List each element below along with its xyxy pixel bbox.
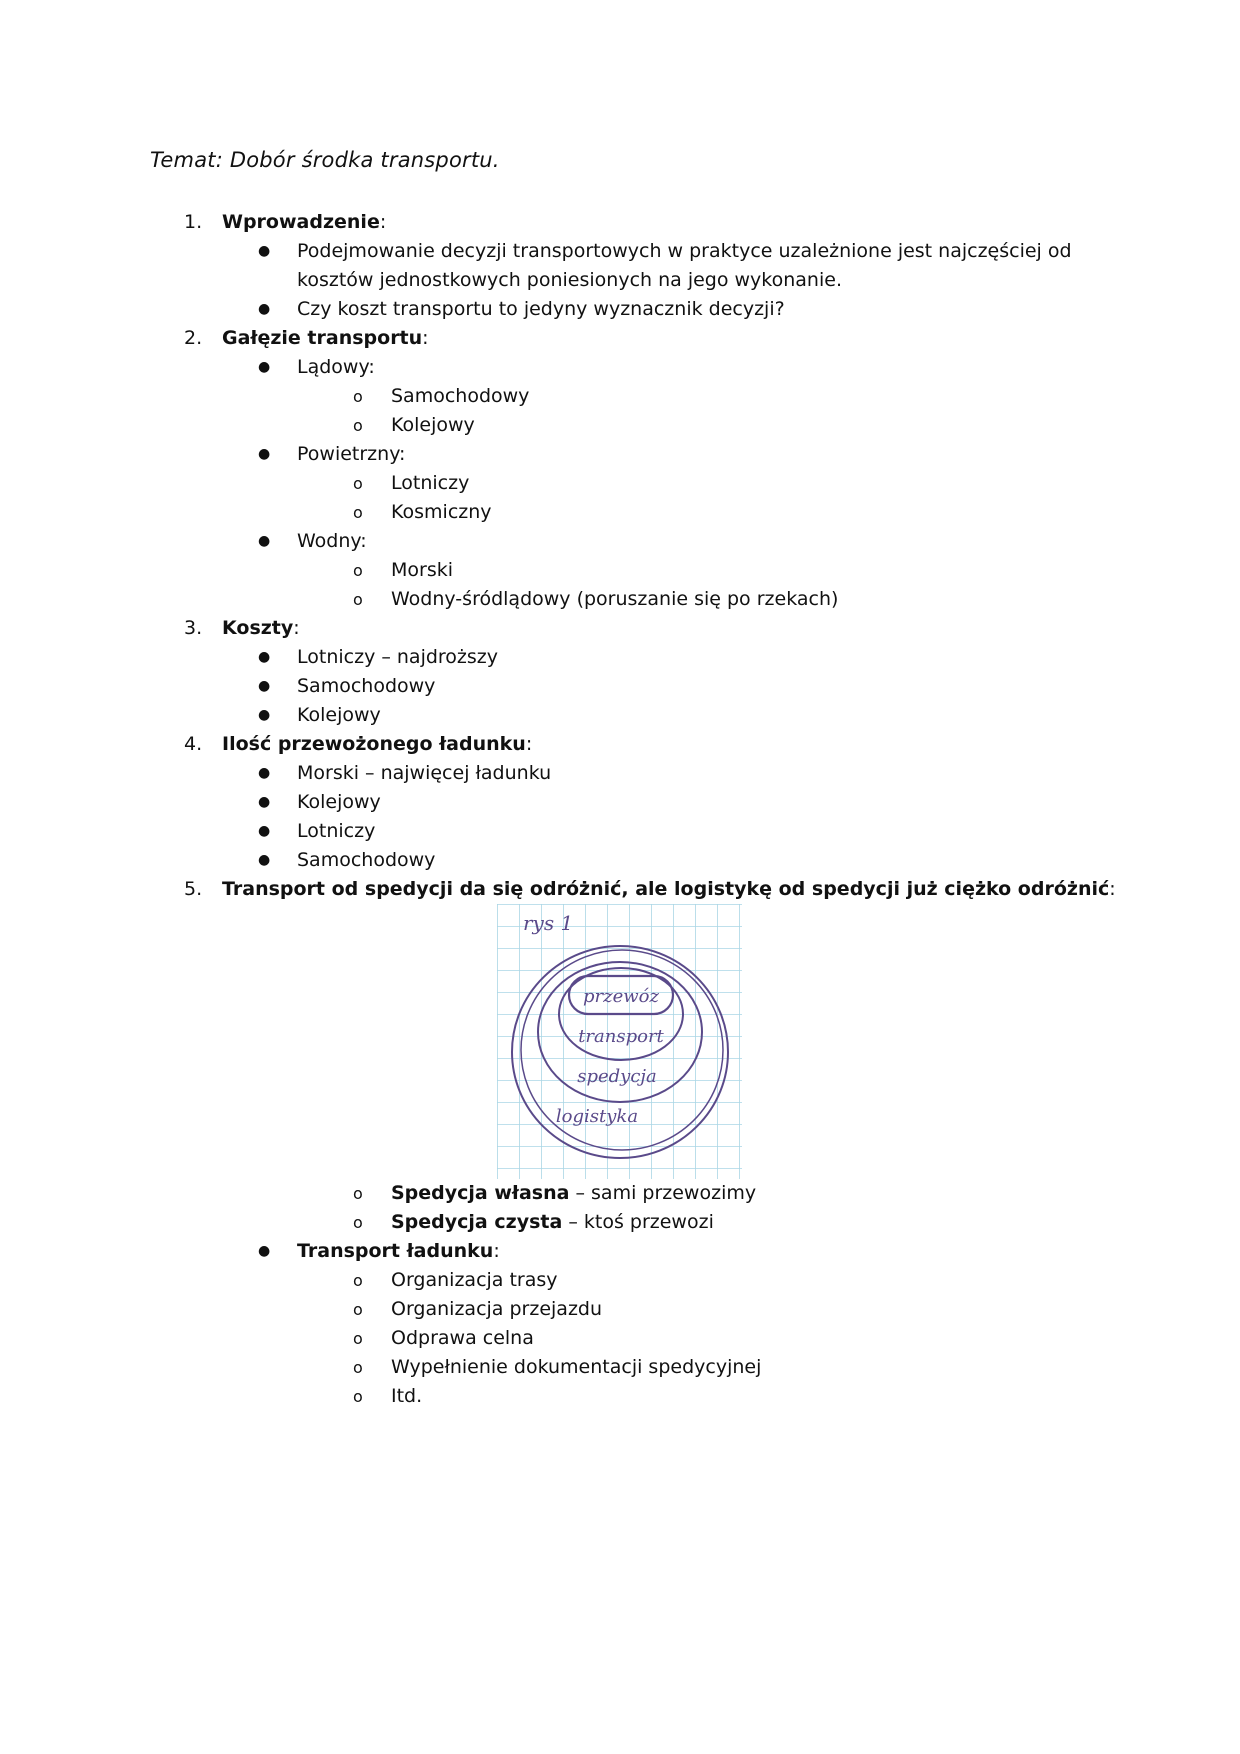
list-item: ● Powietrzny:: [0, 440, 1240, 469]
circle-bullet-icon: o: [353, 1184, 363, 1203]
layer-label: przewóz: [583, 986, 659, 1007]
section-4-heading: 4. Ilość przewożonego ładunku:: [184, 733, 533, 755]
circle-bullet-icon: o: [353, 1358, 363, 1377]
circle-bullet-icon: o: [353, 1300, 363, 1319]
layer-label: spedycja: [577, 1066, 657, 1087]
section-2-heading: 2. Gałęzie transportu:: [184, 327, 429, 349]
list-item: ● Kolejowy: [0, 701, 1240, 730]
bullet-icon: ●: [258, 533, 271, 549]
bullet-icon: ●: [258, 852, 271, 868]
sub-list-item: o Lotniczy: [0, 469, 1240, 498]
bullet-icon: ●: [258, 301, 271, 317]
bullet-icon: ●: [258, 446, 271, 462]
bullet-icon: ●: [258, 243, 271, 259]
circle-bullet-icon: o: [353, 561, 363, 580]
sub-list-item: o Kolejowy: [0, 411, 1240, 440]
circle-bullet-icon: o: [353, 387, 363, 406]
sub-list-item: o Wodny-śródlądowy (poruszanie się po rzekach): [0, 585, 1240, 614]
section-heading: Transport od spedycji da się odróżnić, ale logistykę od spedycji już ciężko odróżnić: [222, 878, 1110, 900]
list-item: ● Czy koszt transportu to jedyny wyznacznik decyzji?: [0, 295, 1240, 324]
bullet-icon: ●: [258, 1243, 271, 1259]
section-heading: Ilość przewożonego ładunku: [222, 733, 526, 755]
circle-bullet-icon: o: [353, 503, 363, 522]
circle-bullet-icon: o: [353, 1387, 363, 1406]
figure-caption: rys 1: [523, 911, 574, 935]
sub-list-item: o Samochodowy: [0, 382, 1240, 411]
bullet-icon: ●: [258, 794, 271, 810]
bullet-icon: ●: [258, 359, 271, 375]
list-item: ● Lotniczy: [0, 817, 1240, 846]
sub-list-item: o Organizacja przejazdu: [0, 1295, 1240, 1324]
circle-bullet-icon: o: [353, 1271, 363, 1290]
list-item: ● Samochodowy: [0, 846, 1240, 875]
list-item: ● Lotniczy – najdroższy: [0, 643, 1240, 672]
sub-list-item: o Organizacja trasy: [0, 1266, 1240, 1295]
list-item: ● Transport ładunku:: [0, 1237, 1240, 1266]
section-1-heading: 1. Wprowadzenie:: [184, 211, 387, 233]
sub-list-item: o Morski: [0, 556, 1240, 585]
layer-label: logistyka: [555, 1106, 639, 1127]
circle-bullet-icon: o: [353, 1213, 363, 1232]
list-item: ● Kolejowy: [0, 788, 1240, 817]
section-heading: Koszty: [222, 617, 294, 639]
sub-list-item: o Kosmiczny: [0, 498, 1240, 527]
sketch-diagram: [497, 904, 742, 1179]
list-item: ● Wodny:: [0, 527, 1240, 556]
circle-bullet-icon: o: [353, 1329, 363, 1348]
layer-label: transport: [578, 1026, 664, 1047]
bullet-icon: ●: [258, 823, 271, 839]
list-item: ● Lądowy:: [0, 353, 1240, 382]
sub-list-item: o Spedycja czysta – ktoś przewozi: [0, 1208, 1240, 1237]
bullet-icon: ●: [258, 707, 271, 723]
bullet-icon: ●: [258, 649, 271, 665]
sub-list-item: o Itd.: [0, 1382, 1240, 1411]
circle-bullet-icon: o: [353, 474, 363, 493]
figure: [0, 904, 1240, 1179]
section-5-heading: 5. Transport od spedycji da się odróżnić, ale logistykę od spedycji już ciężko odróżnić:: [184, 878, 1116, 900]
list-item: ● Morski – najwięcej ładunku: [0, 759, 1240, 788]
bullet-icon: ●: [258, 678, 271, 694]
sub-list-item: o Odprawa celna: [0, 1324, 1240, 1353]
page-title: Temat: Dobór środka transportu.: [150, 148, 500, 172]
document-body: 1. Wprowadzenie: ● Podejmowanie decyzji transportowych w praktyce uzależnione jest najczęściej od kosztów jednostkowych poniesionych na jego wykonanie. ● Czy koszt transportu to jedyny wyznacznik decyzji? 2. Gałęzie transportu: ● Lądowy: o Samochodowy o Kolejowy ● Powietrzny: o Lotniczy o Kosmiczny ● Wodny: o Morski o Wodny-śródlądowy (poruszanie się po rzekach) 3. Koszty: ● Lotniczy – najdroższy ● Samochodowy ● Kolejowy 4. Ilość przewożonego ładunku: ● Morski – najwięcej ładunku ● Kolejowy ● Lotniczy ● Samochodowy 5. Transport od spedycji da się odróżnić, ale logistykę od spedycji już ciężko odróżnić: rys 1 przewóz transport spedycja logistyka o Spedycja własna – sami przewozimy o Spedycja czysta – ktoś przewozi ● Transport ładunku: o Organizacja trasy o Organizacja przejazdu o Odprawa celna o Wypełnienie dokumentacji spedycyjnej o Itd.: [0, 208, 1240, 1411]
circle-bullet-icon: o: [353, 590, 363, 609]
section-heading: Gałęzie transportu: [222, 327, 423, 349]
sub-list-item: o Wypełnienie dokumentacji spedycyjnej: [0, 1353, 1240, 1382]
list-item: ● Podejmowanie decyzji transportowych w praktyce uzależnione jest najczęściej od: [0, 237, 1240, 266]
list-item: ● Samochodowy: [0, 672, 1240, 701]
circle-bullet-icon: o: [353, 416, 363, 435]
bullet-icon: ●: [258, 765, 271, 781]
sub-list-item: o Spedycja własna – sami przewozimy: [0, 1179, 1240, 1208]
section-3-heading: 3. Koszty:: [184, 617, 300, 639]
section-heading: Wprowadzenie: [222, 211, 380, 233]
